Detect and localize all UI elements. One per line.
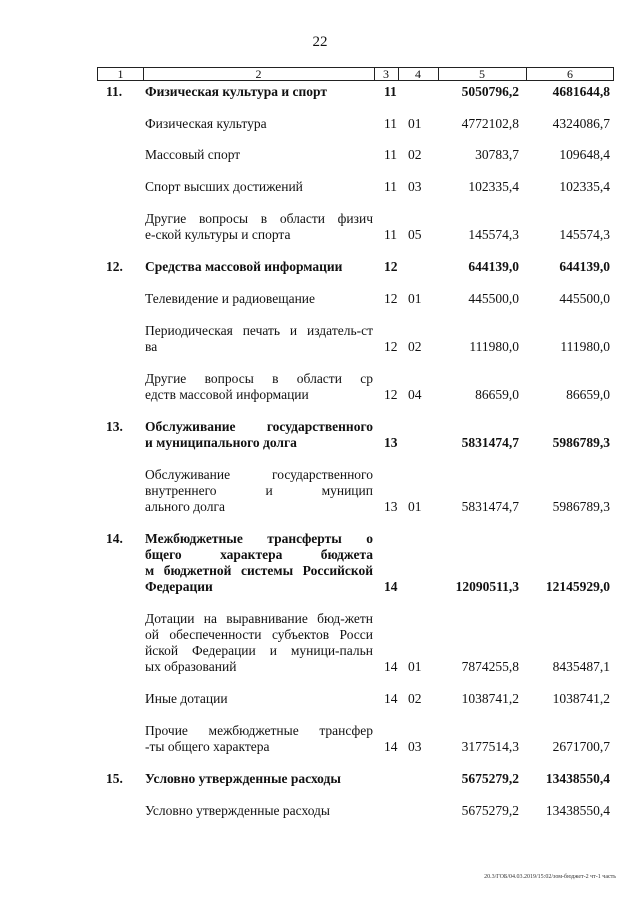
row-name: Дотации на выравнивание бюд-жетн ой обеспеченности субъектов Росси йской Федерации и муници-пальн ых образований xyxy=(145,611,373,674)
row-section: 11 xyxy=(384,84,397,99)
row-name: Телевидение и радиовещание xyxy=(145,291,316,306)
row-value-col6: 4681644,8 xyxy=(552,84,610,99)
row-section: 13 xyxy=(384,499,398,514)
row-value-col5: 5675279,2 xyxy=(461,803,519,818)
row-value-col6: 86659,0 xyxy=(566,387,610,402)
row-name: Спорт высших достижений xyxy=(145,179,303,194)
row-value-col5: 445500,0 xyxy=(468,291,519,306)
row-name: Обслуживание государственного и муниципального долга xyxy=(145,419,373,450)
row-subsection: 02 xyxy=(408,147,422,162)
row-value-col5: 1038741,2 xyxy=(461,691,519,706)
row-value-col6: 644139,0 xyxy=(559,259,610,274)
row-name: Средства массовой информации xyxy=(145,259,343,274)
row-value-col6: 4324086,7 xyxy=(552,116,610,131)
row-section: 14 xyxy=(384,579,398,594)
table-header-row xyxy=(97,67,614,81)
row-subsection: 02 xyxy=(408,339,422,354)
row-value-col5: 5050796,2 xyxy=(461,84,519,99)
row-number: 13. xyxy=(106,419,123,434)
row-number: 14. xyxy=(106,531,123,546)
row-value-col6: 8435487,1 xyxy=(552,659,610,674)
row-subsection: 01 xyxy=(408,291,422,306)
row-name: Обслуживание государственного внутреннего и муницип ального долга xyxy=(145,467,373,514)
row-section: 11 xyxy=(384,179,397,194)
row-section: 12 xyxy=(384,291,398,306)
row-section: 14 xyxy=(384,659,398,674)
footer-code: 20.3/ГОБ/04.03.2019/15:02/зом-бюджет-2 чт-1 часть xyxy=(484,874,616,880)
header-col-6: 6 xyxy=(567,67,573,81)
row-name: Межбюджетные трансферты о бщего характера бюджета м бюджетной системы Российской Федерации xyxy=(145,531,373,594)
header-col-1: 1 xyxy=(117,67,124,81)
row-value-col6: 5986789,3 xyxy=(552,499,610,514)
row-value-col6: 5986789,3 xyxy=(552,435,610,450)
row-value-col5: 5831474,7 xyxy=(461,435,519,450)
row-value-col5: 102335,4 xyxy=(468,179,519,194)
row-subsection: 05 xyxy=(408,227,422,242)
row-name: Периодическая печать и издатель-ст ва xyxy=(145,323,373,354)
row-section: 12 xyxy=(384,387,398,402)
header-col-4: 4 xyxy=(415,67,421,81)
row-section: 12 xyxy=(384,339,398,354)
row-value-col6: 2671700,7 xyxy=(552,739,610,754)
header-col-5: 5 xyxy=(479,67,485,81)
row-name: Другие вопросы в области физич е-ской культуры и спорта xyxy=(145,211,373,242)
row-number: 11. xyxy=(106,84,123,99)
row-value-col5: 644139,0 xyxy=(468,259,519,274)
row-value-col6: 145574,3 xyxy=(559,227,610,242)
row-value-col5: 111980,0 xyxy=(469,339,519,354)
row-subsection: 03 xyxy=(408,179,422,194)
row-value-col5: 7874255,8 xyxy=(461,659,519,674)
row-value-col5: 3177514,3 xyxy=(461,739,519,754)
page-number: 22 xyxy=(312,34,328,50)
row-section: 12 xyxy=(384,259,398,274)
row-value-col6: 111980,0 xyxy=(560,339,610,354)
row-number: 12. xyxy=(106,259,123,274)
row-name: Физическая культура и спорт xyxy=(145,84,328,99)
row-value-col5: 86659,0 xyxy=(475,387,519,402)
row-value-col5: 5831474,7 xyxy=(461,499,519,514)
header-col-3: 3 xyxy=(383,67,389,81)
row-name: Условно утвержденные расходы xyxy=(145,771,341,786)
row-name: Массовый спорт xyxy=(145,147,241,162)
row-name: Прочие межбюджетные трансфер -ты общего характера xyxy=(145,723,373,754)
row-subsection: 04 xyxy=(408,387,422,402)
row-value-col5: 30783,7 xyxy=(475,147,519,162)
row-subsection: 03 xyxy=(408,739,422,754)
row-subsection: 01 xyxy=(408,499,422,514)
header-col-2: 2 xyxy=(255,67,262,81)
row-value-col6: 445500,0 xyxy=(559,291,610,306)
row-value-col6: 1038741,2 xyxy=(552,691,610,706)
row-value-col6: 12145929,0 xyxy=(545,579,610,594)
row-name: Физическая культура xyxy=(145,116,267,131)
row-name: Иные дотации xyxy=(145,691,228,706)
row-value-col5: 4772102,8 xyxy=(461,116,519,131)
row-subsection: 02 xyxy=(408,691,422,706)
row-section: 14 xyxy=(384,691,398,706)
row-section: 14 xyxy=(384,739,398,754)
row-name: Другие вопросы в области ср едств массовой информации xyxy=(145,371,373,402)
row-number: 15. xyxy=(106,771,123,786)
row-value-col6: 13438550,4 xyxy=(545,803,610,818)
row-name: Условно утвержденные расходы xyxy=(145,803,330,818)
row-section: 11 xyxy=(384,147,397,162)
row-section: 13 xyxy=(384,435,398,450)
row-value-col5: 145574,3 xyxy=(468,227,519,242)
row-subsection: 01 xyxy=(408,116,422,131)
row-subsection: 01 xyxy=(408,659,422,674)
row-value-col6: 102335,4 xyxy=(559,179,610,194)
row-value-col5: 12090511,3 xyxy=(455,579,519,594)
row-section: 11 xyxy=(384,116,397,131)
row-value-col5: 5675279,2 xyxy=(461,771,519,786)
row-value-col6: 13438550,4 xyxy=(545,771,610,786)
row-section: 11 xyxy=(384,227,397,242)
row-value-col6: 109648,4 xyxy=(559,147,610,162)
